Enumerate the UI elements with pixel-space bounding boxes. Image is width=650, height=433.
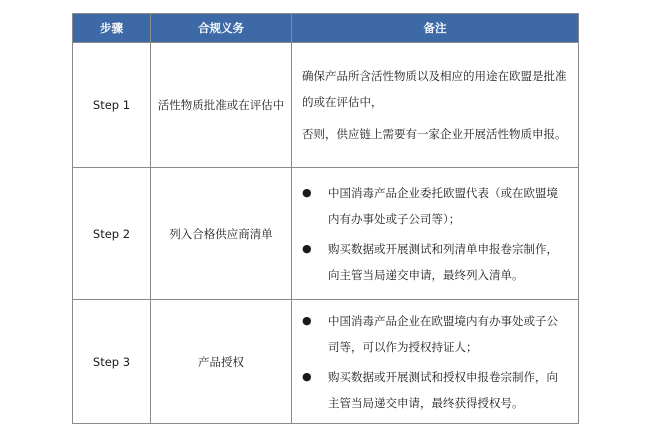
bullet-dot-icon: ● — [302, 369, 312, 383]
bullet-item — [302, 180, 568, 232]
note-text: 否则，供应链上需要有一家企业开展活性物质申报。 — [302, 127, 567, 141]
table-row — [73, 300, 579, 424]
note-text: 确保产品所含活性物质以及相应的用途在欧盟是批准的或在评估中， — [302, 69, 567, 109]
compliance-table-container — [72, 13, 578, 423]
table-row — [73, 43, 579, 168]
notes-cell — [292, 300, 579, 424]
table-header-row — [73, 14, 579, 43]
step-cell: Step 1 — [73, 43, 151, 168]
step-cell: Step 2 — [73, 168, 151, 300]
duty-cell: 列入合格供应商清单 — [151, 168, 292, 300]
compliance-steps-table — [72, 13, 579, 424]
notes-cell — [292, 43, 579, 168]
duty-cell: 产品授权 — [151, 300, 292, 424]
step-cell: Step 3 — [73, 300, 151, 424]
duty-cell: 活性物质批准或在评估中 — [151, 43, 292, 168]
header-notes: 备注 — [292, 14, 579, 43]
bullet-dot-icon: ● — [302, 313, 312, 327]
notes-cell — [292, 168, 579, 300]
bullet-text: 购买数据或开展测试和授权申报卷宗制作，向主管当局递交申请，最终获得授权号。 — [328, 369, 558, 410]
bullet-text: 购买数据或开展测试和列清单申报卷宗制作，向主管当局递交申请，最终列入清单。 — [328, 241, 558, 282]
bullet-dot-icon: ● — [302, 185, 312, 199]
header-step: 步骤 — [73, 14, 151, 43]
bullet-text: 中国消毒产品企业在欧盟境内有办事处或子公司等，可以作为授权持证人； — [328, 313, 558, 354]
bullet-item — [302, 308, 568, 360]
bullet-item — [302, 364, 568, 416]
bullet-dot-icon: ● — [302, 241, 312, 255]
header-duty: 合规义务 — [151, 14, 292, 43]
bullet-text: 中国消毒产品企业委托欧盟代表（或在欧盟境内有办事处或子公司等）； — [328, 185, 558, 226]
table-row — [73, 168, 579, 300]
bullet-item — [302, 236, 568, 288]
